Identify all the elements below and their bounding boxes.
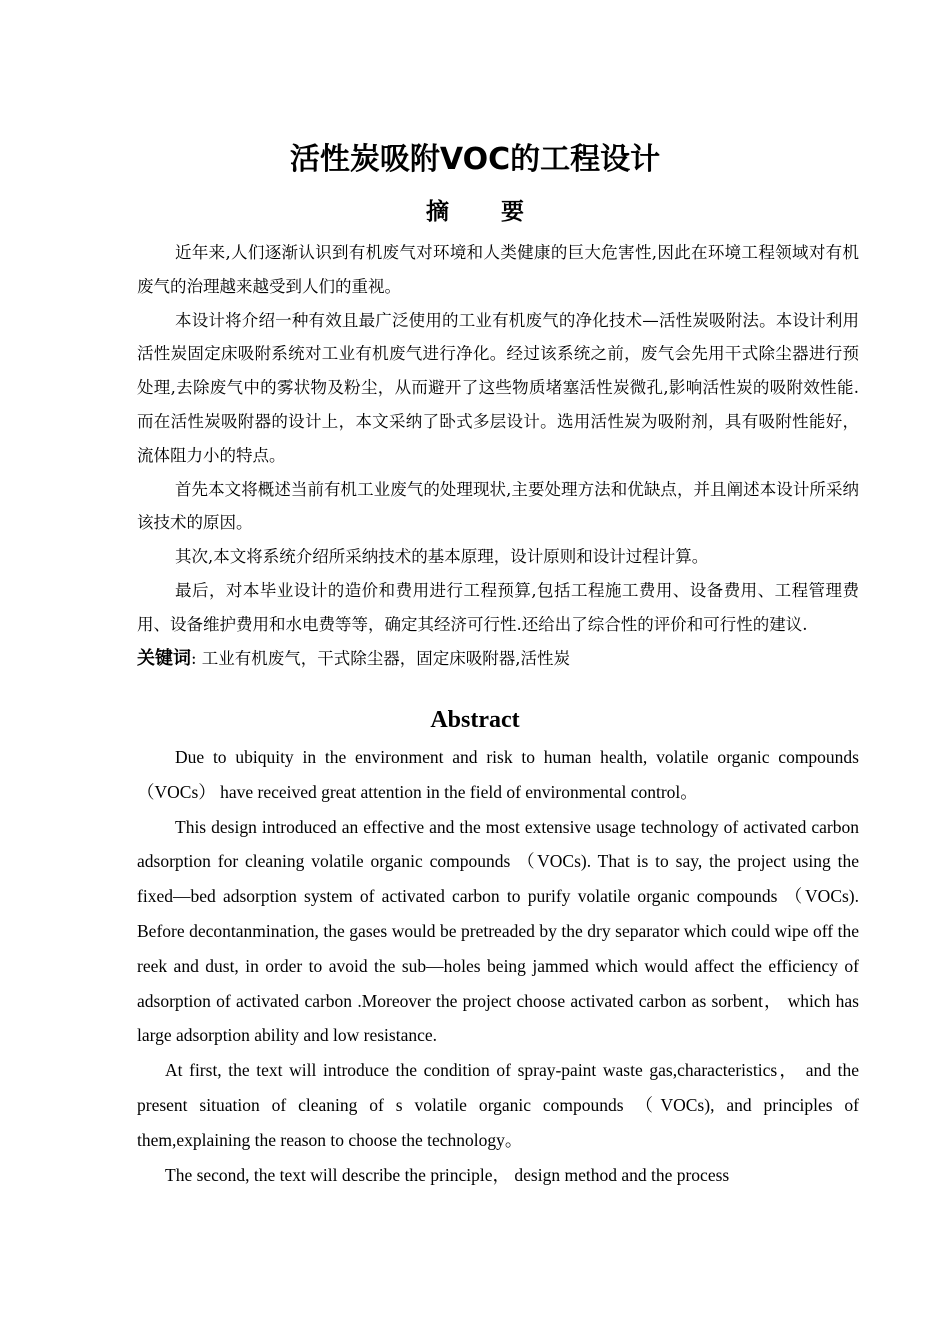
- abstract-zh-paragraph: 近年来,人们逐渐认识到有机废气对环境和人类健康的巨大危害性,因此在环境工程领域对有机废气的治理越来越受到人们的重视。: [137, 243, 859, 296]
- abstract-en-paragraph: The second, the text will describe the principle， design method and the process: [165, 1164, 730, 1185]
- keywords-text: : 工业有机废气，干式除尘器，固定床吸附器,活性炭: [191, 648, 571, 668]
- keywords-label: 关键词: [137, 647, 191, 669]
- abstract-zh-paragraph: 本设计将介绍一种有效且最广泛使用的工业有机废气的净化技术—活性炭吸附法。本设计利用活性炭固定床吸附系统对工业有机废气进行净化。经过该系统之前，废气会先用干式除尘器进行预处理,去除废气中的雾状物及粉尘，从而避开了这些物质堵塞活性炭微孔,影响活性炭的吸附效性能.而在活性炭吸附器的设计上，本文采纳了卧式多层设计。选用活性炭为吸附剂，具有吸附性能好，流体阻力小的特点。: [137, 310, 859, 465]
- abstract-en-paragraph: This design introduced an effective and the most extensive usage technology of activated carbon adsorption for cleaning volatile organic compounds （VOCs). That is to say, the project using the fixed—bed adsorption system of activated carbon to purify volatile organic compounds （VOCs). Before decontanmination, the gases would be pretreaded by the dry separator which could wipe off the reek and dust, in order to avoid the sub—holes being jammed which would affect the efficiency of adsorption of activated carbon .Moreover the project choose activated carbon as sorbent， which has large adsorption ability and low resistance.: [137, 816, 859, 1046]
- abstract-en-body: [137, 740, 859, 1192]
- abstract-en-heading: Abstract: [430, 707, 520, 733]
- abstract-zh-paragraph: 首先本文将概述当前有机工业废气的处理现状,主要处理方法和优缺点，并且阐述本设计所采纳该技术的原因。: [137, 479, 859, 533]
- abstract-zh-heading: 摘 要: [425, 199, 546, 225]
- document-title: 活性炭吸附VOC的工程设计: [289, 142, 661, 177]
- abstract-en-paragraph: Due to ubiquity in the environment and risk to human health, volatile organic compounds （VOCs） have received great attention in the field of environmental control。: [137, 747, 859, 802]
- abstract-zh-body: [137, 236, 859, 675]
- keywords-line: [137, 642, 859, 676]
- abstract-zh-paragraph: 最后，对本毕业设计的造价和费用进行工程预算,包括工程施工费用、设备费用、工程管理费用、设备维护费用和水电费等等，确定其经济可行性.还给出了综合性的评价和可行性的建议.: [137, 580, 859, 634]
- abstract-en-paragraph: At first, the text will introduce the condition of spray-paint waste gas,characteristics， and the present situation of cleaning of s volatile organic compounds （VOCs), and principles of them,explaining the reason to choose the technology。: [137, 1060, 859, 1150]
- abstract-zh-paragraph: 其次,本文将系统介绍所采纳技术的基本原理，设计原则和设计过程计算。: [175, 547, 709, 567]
